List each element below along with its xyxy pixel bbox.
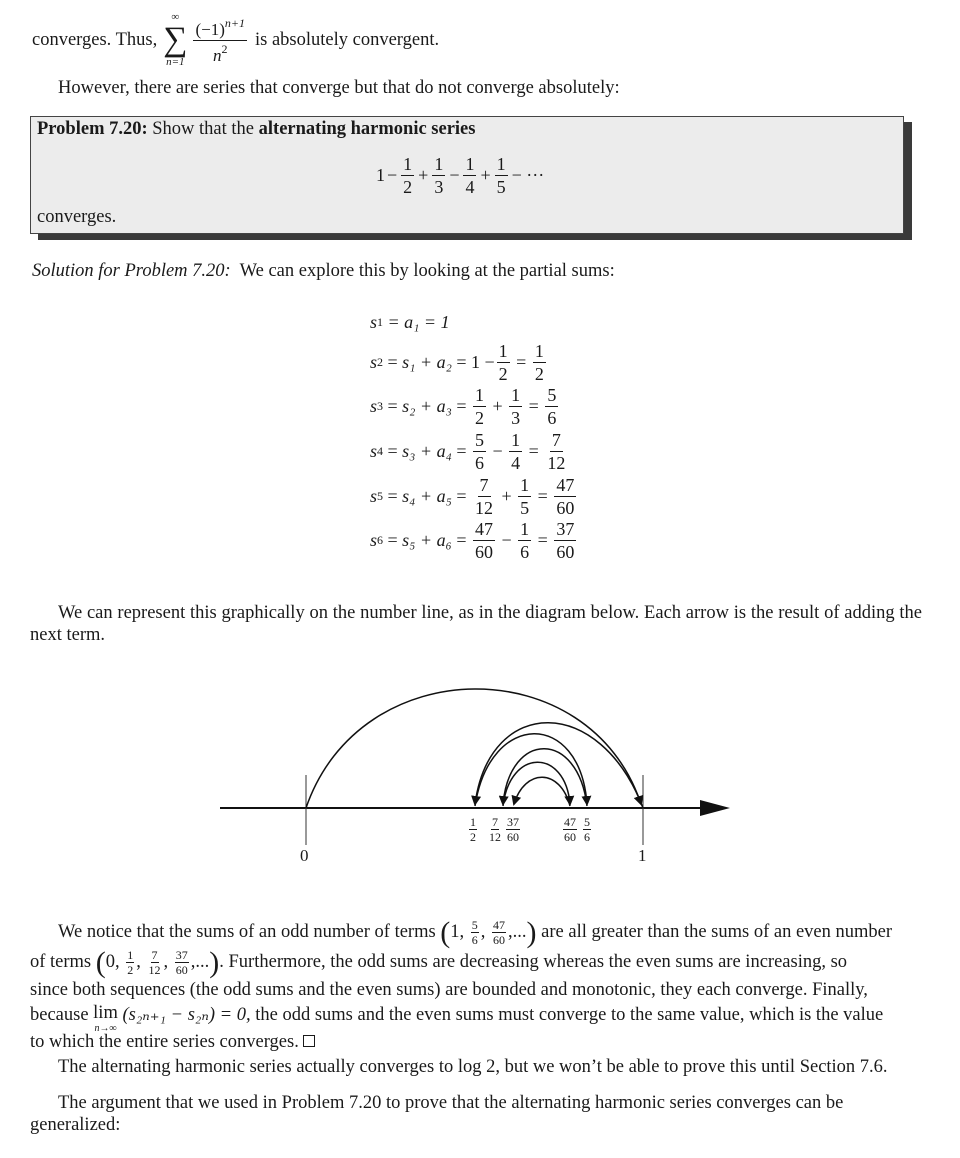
operator: + <box>501 486 512 506</box>
point-label-47-60: $\frac{47}{60}$ <box>564 815 576 844</box>
intro-line <box>32 11 440 68</box>
arrow-47-60-to-37-60 <box>514 777 570 806</box>
observation-line-4: because lim n→∞ (s₂ₙ₊₁ − s₂ₙ) = 0, the odd sums and the even sums must converge to the same value, which is the value <box>30 1003 884 1035</box>
however-paragraph: However, there are series that converge but that do not converge absolutely: <box>58 78 620 98</box>
operand-b: $\frac{1}{4}$ <box>511 430 521 473</box>
sum-index: 5 <box>377 489 384 503</box>
recurrence: s₁ + a₂ <box>402 352 452 372</box>
sum-index: 1 <box>377 315 384 329</box>
sum-term-fraction <box>193 17 247 64</box>
operand-a: 1 <box>471 352 480 372</box>
solution-text: We can explore this by looking at the partial sums: <box>239 261 615 281</box>
result: $\frac{7}{12}$ <box>547 430 566 473</box>
sum-expression: = a₁ = 1 <box>387 312 450 332</box>
operator: − <box>387 165 398 185</box>
partial-sum-s6: s 6 = s₅ + a₆ = $\frac{47}{60}$ − $\frac{1}{6}$ = $\frac{37}{60}$ <box>370 519 575 562</box>
recurrence: s₃ + a₄ <box>402 441 452 461</box>
series-term-4: $\frac{1}{4}$ <box>465 154 475 197</box>
sum-symbol: s <box>370 441 378 461</box>
problem-label: Problem 7.20: <box>37 119 148 139</box>
limit-expression: (s₂ₙ₊₁ − s₂ₙ) = 0, <box>122 1005 251 1025</box>
closing-paragraph-2: The argument that we used in Problem 7.20 to prove that the alternating harmonic series converges can be generalized: <box>30 1093 844 1135</box>
partial-sum-s3: s 3 = s₂ + a₃ = $\frac{1}{2}$ + $\frac{1}{3}$ = $\frac{5}{6}$ <box>370 385 557 428</box>
problem-statement <box>37 119 475 140</box>
result: $\frac{1}{2}$ <box>534 341 544 384</box>
result: $\frac{37}{60}$ <box>556 519 575 562</box>
operator: − <box>449 165 460 185</box>
series-expression <box>376 155 544 196</box>
endpoint-label-one: 1 <box>638 846 647 865</box>
sum-symbol: s <box>370 396 378 416</box>
recurrence: s₂ + a₃ <box>402 396 452 416</box>
partial-sum-s4: s 4 = s₃ + a₄ = $\frac{5}{6}$ − $\frac{1}{4}$ = $\frac{7}{12}$ <box>370 430 566 473</box>
sigma-icon: ∑ <box>163 21 188 58</box>
sum-symbol: s <box>370 530 378 550</box>
operator: − <box>501 530 512 550</box>
point-label-7-12: $\frac{7}{12}$ <box>489 815 501 844</box>
arrow-1-to-half <box>475 723 643 808</box>
term-exponent: n+1 <box>224 15 245 30</box>
problem-box <box>30 116 904 234</box>
axis-arrowhead-icon <box>700 800 730 816</box>
series-tail: − ··· <box>511 165 545 185</box>
series-term-2: $\frac{1}{2}$ <box>403 154 413 197</box>
point-label-1-2: $\frac{1}{2}$ <box>470 815 476 844</box>
problem-text: Show that the <box>152 119 255 139</box>
operand-a: $\frac{47}{60}$ <box>475 519 493 562</box>
recurrence: s₅ + a₆ <box>402 530 452 550</box>
operator: + <box>492 396 503 416</box>
operator: + <box>480 165 491 185</box>
closing-paragraph-1: The alternating harmonic series actually converges to log 2, but we won’t be able to prove this until Section 7.6. <box>58 1057 888 1077</box>
partial-sum-s5: s 5 = s₄ + a₅ = $\frac{7}{12}$ + $\frac{1}{5}$ = $\frac{47}{60}$ <box>370 475 575 518</box>
sum-index: 2 <box>377 355 384 369</box>
arrow-half-to-5-6 <box>475 734 587 806</box>
sum-upper-limit: ∞ <box>171 11 180 23</box>
solution-label: Solution for Problem 7.20: <box>32 261 231 281</box>
summation <box>163 12 187 68</box>
observation-line-1: We notice that the sums of an odd number of terms (1, $\frac{5}{6}$ , $\frac{47}{60}$ ,...) are all greater than the sums of an even number <box>58 916 893 949</box>
sum-index: 3 <box>377 399 384 413</box>
qed-square-icon <box>303 1035 315 1047</box>
series-term-3: $\frac{1}{3}$ <box>434 154 444 197</box>
operator: − <box>492 441 503 461</box>
term-den-exponent: 2 <box>221 41 228 56</box>
point-label-37-60: $\frac{37}{60}$ <box>507 815 519 844</box>
operand-b: $\frac{1}{2}$ <box>498 341 508 384</box>
endpoint-label-zero: 0 <box>300 846 309 865</box>
operand-a: $\frac{5}{6}$ <box>475 430 484 473</box>
observation-line-5: to which the entire series converges. <box>30 1030 922 1055</box>
sum-symbol: s <box>370 312 378 332</box>
intro-suffix: is absolutely convergent. <box>254 29 440 50</box>
observation-paragraph <box>30 918 922 1055</box>
series-term-1: 1 <box>376 165 385 185</box>
graph-intro-paragraph: We can represent this graphically on the number line, as in the diagram below. Each arrow is the result of adding the next term. <box>30 603 922 645</box>
limit-subscript: n→∞ <box>94 1023 117 1035</box>
partial-sum-s1 <box>370 312 450 333</box>
result: $\frac{5}{6}$ <box>547 385 557 428</box>
operator: + <box>418 165 429 185</box>
operand-b: $\frac{1}{5}$ <box>520 475 530 518</box>
intro-prefix: converges. Thus, <box>32 29 158 50</box>
solution-line <box>32 261 615 282</box>
sum-symbol: s <box>370 486 378 506</box>
result: $\frac{47}{60}$ <box>556 475 575 518</box>
observation-line-2: of terms (0, $\frac{1}{2}$ , $\frac{7}{12}$ , $\frac{37}{60}$ ,...). Furthermore, the odd sums are decreasing whereas the even sums are increasing, so <box>30 946 848 979</box>
observation-line-3: since both sequences (the odd sums and the even sums) are bounded and monotonic, they each converge. Finally, <box>30 980 868 1000</box>
point-label-5-6: $\frac{5}{6}$ <box>584 815 590 844</box>
problem-bold-term: alternating harmonic series <box>258 119 476 139</box>
term-numerator: (−1) <box>195 19 225 39</box>
number-line-diagram <box>0 660 960 880</box>
operand-a: $\frac{7}{12}$ <box>475 475 493 518</box>
term-denominator: n <box>212 45 222 65</box>
sum-symbol: s <box>370 352 378 372</box>
sum-index: 6 <box>377 533 384 547</box>
sum-index: 4 <box>377 444 384 458</box>
operand-b: $\frac{1}{6}$ <box>520 519 530 562</box>
operand-b: $\frac{1}{3}$ <box>511 385 521 428</box>
sum-lower-limit: n=1 <box>166 56 185 68</box>
series-term-5: $\frac{1}{5}$ <box>496 154 506 197</box>
partial-sum-s2: s 2 = s₁ + a₂ = 1 − $\frac{1}{2}$ = $\frac{1}{2}$ <box>370 341 544 384</box>
problem-conclusion: converges. <box>37 207 117 227</box>
operator: − <box>484 352 495 372</box>
operand-a: $\frac{1}{2}$ <box>475 385 484 428</box>
recurrence: s₄ + a₅ <box>402 486 452 506</box>
arrow-0-to-1 <box>306 689 641 808</box>
limit-operator: lim <box>93 1003 118 1023</box>
